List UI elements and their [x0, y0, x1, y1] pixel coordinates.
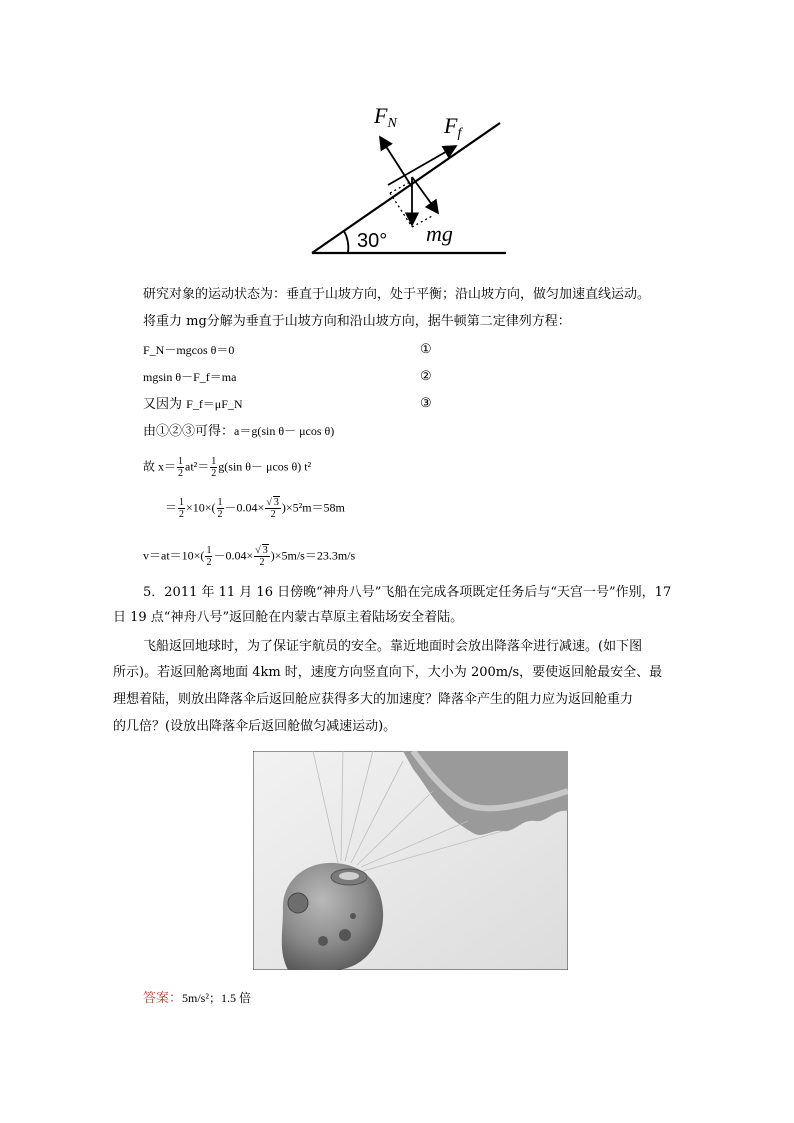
question-5-line-5: 理想着陆，则放出降落伞后返回舱应获得多大的加速度？降落伞产生的阻力应为返回舱重力 — [113, 692, 634, 707]
equation-6: ＝ $\frac{1}{2}$ ×10×( $\frac{1}{2}$ －0.04× $\frac{√ 3}{2}$ )×5²m＝58m — [165, 497, 345, 520]
equation-2-tag: ② — [420, 369, 432, 384]
fraction-half: $\frac{1}{2}$ — [217, 497, 223, 520]
angle-label: 30° — [357, 230, 388, 252]
angle-arc — [344, 231, 348, 253]
question-5-line-6: 的几倍？(设放出降落伞后返回舱做匀减速运动)。 — [113, 719, 397, 734]
friction-force-label: Ff — [444, 113, 462, 141]
fraction-half: $\frac{1}{2}$ — [179, 497, 185, 520]
analysis-line-2: 将重力 mg分解为垂直于山坡方向和沿山坡方向，据牛顿第二定律列方程： — [143, 314, 571, 329]
fraction-sqrt3-half: $\frac{√ 3}{2}$ — [266, 497, 279, 520]
return-capsule-parachute-photo — [253, 751, 568, 970]
normal-force-label: FN — [374, 103, 397, 131]
fraction-half: $\frac{1}{2}$ — [206, 545, 212, 568]
component-down-slope — [412, 177, 438, 213]
equation-3-tag: ③ — [420, 396, 432, 411]
fraction-half: $\frac{1}{2}$ — [178, 456, 184, 479]
analysis-line-1: 研究对象的运动状态为：垂直于山坡方向，处于平衡；沿山坡方向，做匀加速直线运动。 — [143, 287, 651, 302]
answer-line: 答案：5m/s²；1.5 倍 — [143, 991, 251, 1006]
incline-force-diagram — [300, 95, 520, 260]
equation-5: 故 x＝ $\frac{1}{2}$ at²＝ $\frac{1}{2}$ g(sin θ－ μcos θ) t² — [143, 456, 312, 479]
question-5-line-3: 飞船返回地球时，为了保证宇航员的安全。靠近地面时会放出降落伞进行减速。(如下图 — [143, 639, 643, 654]
question-5-line-2: 日 19 点“神舟八号”返回舱在内蒙古草原主着陆场安全着陆。 — [113, 610, 464, 625]
weight-label: mg — [426, 221, 453, 246]
equation-7: v＝at＝10×( $\frac{1}{2}$ －0.04× $\frac{√ 3}{2}$ )×5m/s＝23.3m/s — [143, 545, 356, 568]
fraction-half: $\frac{1}{2}$ — [211, 456, 217, 479]
equation-1-tag: ① — [420, 342, 432, 357]
fraction-sqrt3-half: $\frac{√ 3}{2}$ — [255, 545, 268, 568]
equation-1: F_N－mgcos θ＝0 — [143, 343, 235, 357]
component-dash-1 — [390, 193, 412, 227]
equation-4: 由①②③可得：a＝g(sin θ－ μcos θ) — [143, 424, 335, 439]
incline-line — [312, 123, 500, 253]
question-5-line-1: 5．2011 年 11 月 16 日傍晚“神舟八号”飞船在完成各项既定任务后与“天宫一号”作别，17 — [143, 585, 672, 600]
question-5-line-4: 所示)。若返回舱离地面 4km 时，速度方向竖直向下，大小为 200m/s，要使返回舱最安全、最 — [113, 665, 663, 680]
equation-3: 又因为 F_f＝μF_N — [143, 397, 243, 412]
equation-2: mgsin θ－F_f＝ma — [143, 370, 237, 384]
